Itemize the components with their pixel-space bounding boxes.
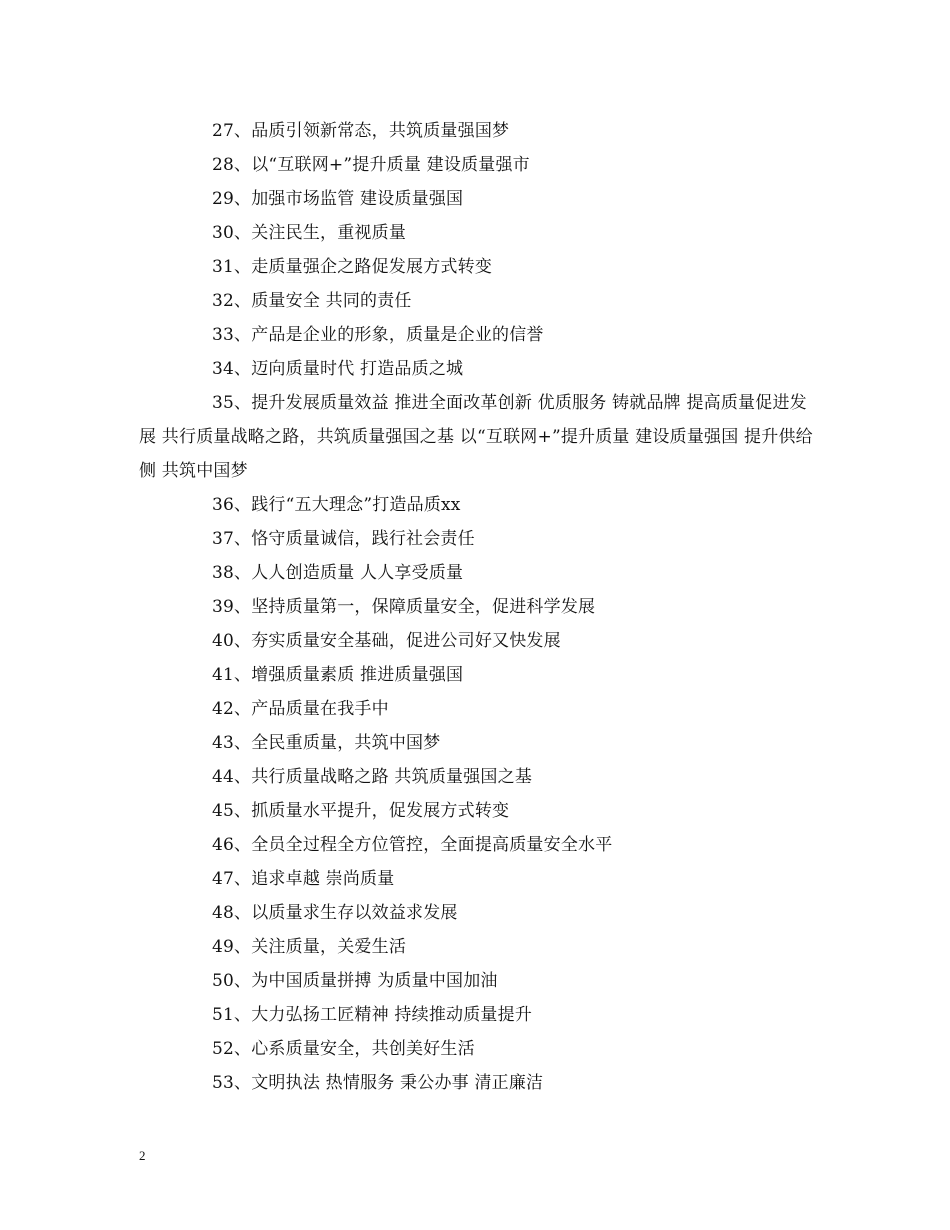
list-item: 39、坚持质量第一，保障质量安全，促进科学发展 (212, 597, 596, 617)
list-item: 35、提升发展质量效益 推进全面改革创新 优质服务 铸就品牌 提高质量促进发展 共行质量战略之路，共筑质量强国之基 以“互联网+”提升质量 建设质量强国 提升供给侧 共筑中国梦 (139, 393, 813, 481)
list-item: 30、关注民生，重视质量 (212, 223, 407, 243)
list-item: 38、人人创造质量 人人享受质量 (212, 563, 464, 583)
list-item: 33、产品是企业的形象，质量是企业的信誉 (212, 325, 544, 345)
list-item: 44、共行质量战略之路 共筑质量强国之基 (212, 767, 533, 787)
list-item: 53、文明执法 热情服务 秉公办事 清正廉洁 (212, 1073, 544, 1093)
list-item: 47、追求卓越 崇尚质量 (212, 869, 395, 889)
list-item: 49、关注质量，关爱生活 (212, 937, 407, 957)
list-item: 48、以质量求生存以效益求发展 (212, 903, 458, 923)
list-item: 40、夯实质量安全基础，促进公司好又快发展 (212, 631, 561, 651)
list-item: 28、以“互联网+”提升质量 建设质量强市 (212, 155, 530, 175)
list-item: 43、全民重质量，共筑中国梦 (212, 733, 441, 753)
list-item: 27、品质引领新常态，共筑质量强国梦 (212, 121, 510, 141)
list-item: 37、恪守质量诚信，践行社会责任 (212, 529, 475, 549)
list-item: 45、抓质量水平提升，促发展方式转变 (212, 801, 510, 821)
list-item: 46、全员全过程全方位管控，全面提高质量安全水平 (212, 835, 613, 855)
page-number: 2 (139, 1148, 146, 1163)
list-item: 50、为中国质量拼搏 为质量中国加油 (212, 971, 498, 991)
list-item: 32、质量安全 共同的责任 (212, 291, 412, 311)
list-item: 31、走质量强企之路促发展方式转变 (212, 257, 493, 277)
list-item: 42、产品质量在我手中 (212, 699, 389, 719)
list-item: 52、心系质量安全，共创美好生活 (212, 1039, 475, 1059)
list-item: 29、加强市场监管 建设质量强国 (212, 189, 464, 209)
list-item: 51、大力弘扬工匠精神 持续推动质量提升 (212, 1005, 533, 1025)
list-item: 41、增强质量素质 推进质量强国 (212, 665, 464, 685)
list-item: 36、践行“五大理念”打造品质xx (212, 495, 461, 515)
list-item: 34、迈向质量时代 打造品质之城 (212, 359, 464, 379)
slogan-list (139, 114, 815, 1100)
